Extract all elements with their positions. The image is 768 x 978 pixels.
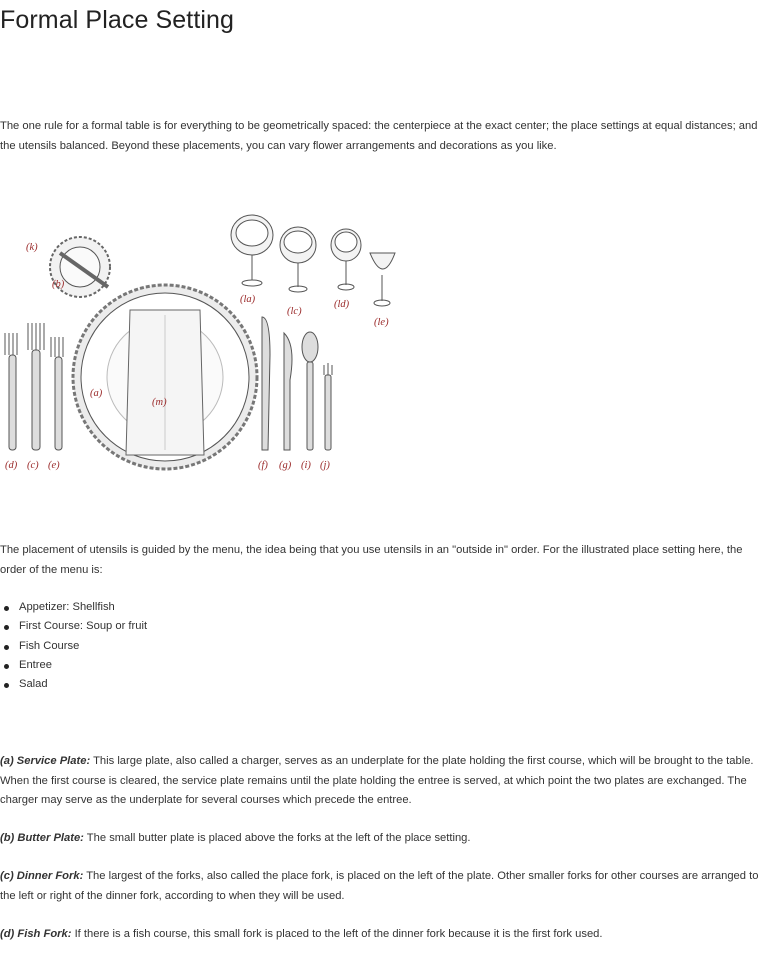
list-item: Entree (0, 656, 147, 675)
label-ld: (ld) (334, 299, 350, 310)
fish-knife-icon (284, 333, 292, 450)
definition-service-plate (0, 752, 766, 811)
definition-fish-fork (0, 925, 766, 945)
label-i: (i) (301, 460, 311, 471)
label-k: (k) (26, 242, 38, 253)
menu-intro-paragraph: The placement of utensils is guided by the menu, the idea being that you use utensils in an "outside in" order. For the illustrated place setting here, the order of the menu is: (0, 544, 743, 576)
dinner-fork-icon (28, 323, 44, 450)
label-j: (j) (320, 460, 330, 471)
salad-fork-icon (51, 337, 63, 450)
label-g: (g) (279, 460, 292, 471)
soup-spoon-icon (302, 332, 318, 450)
white-wine-glass-icon (331, 229, 361, 290)
definition-term: (c) Dinner Fork: (0, 870, 84, 882)
list-item: Fish Course (0, 637, 147, 656)
definition-butter-plate (0, 829, 766, 849)
definition-text: If there is a fish course, this small fork is placed to the left of the dinner fork because it is the first fork used. (71, 928, 603, 940)
label-lc: (lc) (287, 306, 302, 317)
label-f: (f) (258, 460, 268, 471)
definition-text: The largest of the forks, also called the place fork, is placed on the left of the plate. Other smaller forks for other courses are arranged to the left or right of the dinner fork, according to when they will be used. (0, 870, 759, 902)
label-c: (c) (27, 460, 39, 471)
fish-fork-icon (5, 333, 17, 450)
label-m: (m) (152, 397, 167, 408)
label-a: (a) (90, 388, 103, 399)
water-goblet-icon (231, 215, 273, 286)
definition-term: (b) Butter Plate: (0, 832, 84, 844)
place-setting-illustration (0, 205, 420, 495)
label-e: (e) (48, 460, 60, 471)
list-item: Salad (0, 675, 147, 694)
list-item: Appetizer: Shellfish (0, 598, 147, 617)
sherry-glass-icon (370, 253, 395, 306)
label-le: (le) (374, 317, 389, 328)
dinner-knife-icon (262, 317, 270, 450)
definition-term: (a) Service Plate: (0, 755, 91, 767)
label-d: (d) (5, 460, 18, 471)
definition-text: The small butter plate is placed above the forks at the left of the place setting. (83, 832, 471, 844)
wine-glass-icon (280, 227, 316, 292)
definition-text: This large plate, also called a charger, serves as an underplate for the plate holding the first course, which will be brought to the table. When the first course is cleared, the service plate remains until the plate holding the entree is served, at which point the two plates are exchanged. The charger may serve as the underplate for several courses which precede the entree. (0, 755, 754, 806)
definition-term: (d) Fish Fork: (0, 928, 72, 940)
intro-paragraph: The one rule for a formal table is for everything to be geometrically spaced: the centerpiece at the exact center; the place settings at equal distances; and the utensils balanced. Beyond these placements, you can vary flower arrangements and decorations as you like. (0, 120, 758, 152)
list-item: First Course: Soup or fruit (0, 617, 147, 636)
label-la: (la) (240, 294, 256, 305)
menu-course-list (0, 598, 147, 694)
label-b: (b) (52, 279, 65, 290)
napkin-icon (126, 310, 204, 455)
definition-dinner-fork (0, 867, 766, 906)
page-title: Formal Place Setting (0, 6, 235, 34)
oyster-fork-icon (324, 363, 332, 450)
